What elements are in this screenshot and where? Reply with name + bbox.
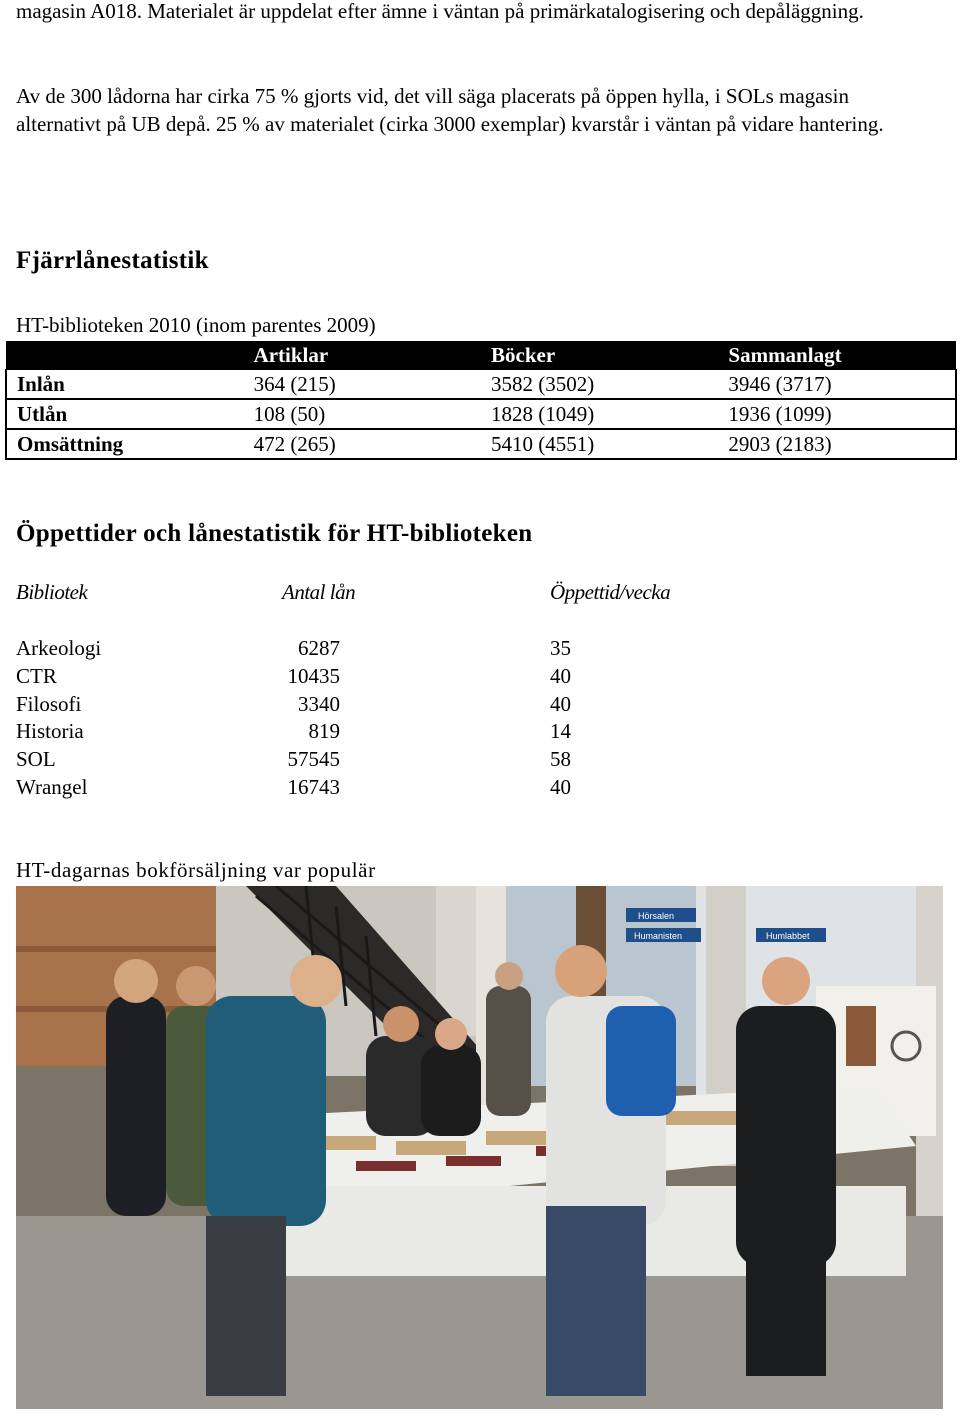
table-row <box>6 370 956 400</box>
list-item <box>0 719 960 747</box>
cell-books: 3582 (3502) <box>481 370 718 400</box>
list-item <box>0 775 960 803</box>
library-loans: 10435 <box>287 663 340 688</box>
library-hours: 58 <box>550 747 571 772</box>
cell-articles: 364 (215) <box>244 370 481 400</box>
library-loans: 819 <box>308 719 340 744</box>
list-item <box>0 636 960 664</box>
ill-heading: Fjärrlånestatistik <box>16 247 209 274</box>
library-loans: 57545 <box>287 747 340 772</box>
library-name: CTR <box>16 663 57 688</box>
library-name: Arkeologi <box>16 636 102 660</box>
library-hours: 40 <box>550 663 571 688</box>
list-item <box>0 692 960 720</box>
library-name: SOL <box>16 747 56 772</box>
library-name: Filosofi <box>16 691 82 716</box>
row-label: Inlån <box>6 370 244 400</box>
library-name: Historia <box>16 719 84 744</box>
cell-total: 1936 (1099) <box>718 399 956 429</box>
row-label: Utlån <box>6 399 244 429</box>
photo-caption: HT-dagarnas bokförsäljning var populär <box>16 858 376 882</box>
library-hours: 40 <box>550 774 571 799</box>
library-loans: 16743 <box>287 774 340 799</box>
table-row <box>6 399 956 429</box>
col-hours-header: Öppettid/vecka <box>550 580 671 604</box>
library-loans: 6287 <box>298 636 340 660</box>
list-item <box>0 747 960 775</box>
library-name: Wrangel <box>16 774 88 799</box>
boxes-paragraph: Av de 300 lådorna har cirka 75 % gjorts vid, det vill säga placerats på öppen hylla, i SOLs magasin alternativt på UB depå. 25 % av materialet (cirka 3000 exemplar) kvarstår i väntan på vidare hantering. <box>16 84 884 136</box>
sign-humlabbet-label: Humlabbet <box>766 931 810 941</box>
col-library-header: Bibliotek <box>16 580 88 604</box>
row-label: Omsättning <box>6 429 244 459</box>
ill-table <box>5 341 957 460</box>
library-loans: 3340 <box>298 691 340 716</box>
ill-table-header <box>6 341 956 370</box>
cell-total: 3946 (3717) <box>718 370 956 400</box>
header-total: Sammanlagt <box>718 341 956 370</box>
table-row <box>6 429 956 459</box>
cell-books: 1828 (1049) <box>481 399 718 429</box>
header-articles: Artiklar <box>244 341 481 370</box>
header-empty <box>6 341 244 370</box>
ill-subtitle: HT-biblioteken 2010 (inom parentes 2009) <box>16 313 376 337</box>
hours-heading: Öppettider och lånestatistik för HT-biblioteken <box>16 520 533 547</box>
cell-books: 5410 (4551) <box>481 429 718 459</box>
cell-articles: 472 (265) <box>244 429 481 459</box>
intro-paragraph: magasin A018. Materialet är uppdelat efter ämne i väntan på primärkatalogisering och depåläggning. <box>16 0 864 23</box>
sign-humanisten-label: Humanisten <box>634 931 683 941</box>
library-hours: 14 <box>550 719 571 744</box>
header-books: Böcker <box>481 341 718 370</box>
book-sale-photo <box>16 886 943 1409</box>
list-item <box>0 664 960 692</box>
library-hours: 40 <box>550 691 571 716</box>
col-loans-header: Antal lån <box>282 580 356 604</box>
sign-horsalen-label: Hörsalen <box>638 911 675 921</box>
library-list <box>0 636 960 803</box>
cell-articles: 108 (50) <box>244 399 481 429</box>
book-sale-illustration <box>16 886 943 1409</box>
cell-total: 2903 (2183) <box>718 429 956 459</box>
library-hours: 35 <box>550 636 571 660</box>
